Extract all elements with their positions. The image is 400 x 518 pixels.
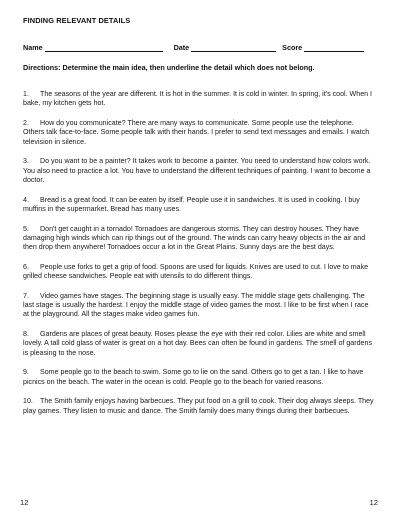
page-number-right: 12 [369,498,378,507]
item-text: Bread is a great food. It can be eaten by itself. People use it in sandwiches. It is used in cooking. I buy muffins in the supermarket. Bread has many uses. [23,195,360,213]
item-text: Video games have stages. The beginning stage is usually easy. The middle stage gets challenging. The last stage is usually the hardest. I enjoy the middle stage of video games the most. I like to be first when I race at the playground. All the stages make video games fun. [23,291,369,319]
date-blank [191,44,276,52]
item-text: Do you want to be a painter? It takes work to become a painter. You need to understand how colors work. You also need to practice a lot. You have to understand the different techniques of painting. I want to become a doctor. [23,157,371,184]
list-item [23,263,376,282]
list-item [23,90,376,109]
score-blank [304,44,364,52]
item-text: Don't get caught in a tornado! Tornadoes are dangerous storms. They can destroy houses. They have damaging high winds which can rip things out of the ground. The winds can carry heavy objects in the air and then drop them anywhere! Tornadoes occur a lot in the Great Plains. Sunny days are the best days. [23,224,366,252]
item-text: The Smith family enjoys having barbecues. They put food on a grill to cook. Their dog always sleeps. They play games. They listen to music and dance. The Smith family does many things during their barbecues. [23,397,374,415]
item-text: The seasons of the year are different. It is hot in the summer. It is cold in winter. In spring, it's cool. When I bake, my kitchen gets hot. [23,90,373,108]
item-text: Some people go to the beach to swim. Some go to lie on the sand. Others go to get a tan. I like to have picnics on the beach. The water in the ocean is cold. People go to the beach for varied reasons. [23,368,364,386]
list-item [23,397,376,416]
list-item [23,196,376,215]
list-item [23,368,376,387]
item-number: 4. [23,195,29,204]
item-number: 9. [23,368,29,377]
item-text: How do you communicate? There are many ways to communicate. Some people use the telephone. Others talk face-to-face. Some people talk with their hands. I prefer to send text messages and emails. I watch television in silence. [23,118,370,146]
item-number: 6. [23,262,29,271]
score-label: Score [282,43,303,52]
item-number: 5. [23,224,29,233]
list-item [23,157,376,185]
name-blank [45,44,163,52]
list-item [23,119,376,147]
page-number-left: 12 [20,498,29,507]
item-text: Gardens are places of great beauty. Roses please the eye with their red color. Lilies are white and smell lovely. A tall cold glass of water is great on a hot day. Bees can often be found in gardens. The smell of gardens is pleasing to the nose. [23,330,372,357]
item-number: 7. [23,291,29,300]
item-number: 2. [23,118,29,127]
item-number: 1. [23,90,29,98]
item-list [23,90,376,416]
item-text: People use forks to get a grip of food. Spoons are used for liquids. Knives are used to cut. I love to make grilled cheese sandwiches. People eat with utensils to do different things. [23,262,369,281]
list-item [23,292,376,320]
date-label: Date [173,43,190,52]
directions-text: Directions: Determine the main idea, then underline the detail which does not belong. [23,63,315,72]
student-info-row [23,43,376,52]
item-number: 3. [23,157,29,166]
list-item [23,330,376,358]
item-number: 10. [23,397,33,406]
name-label: Name [23,43,43,52]
list-item [23,225,376,253]
worksheet-title: FINDING RELEVANT DETAILS [23,16,131,25]
item-number: 8. [23,330,29,339]
